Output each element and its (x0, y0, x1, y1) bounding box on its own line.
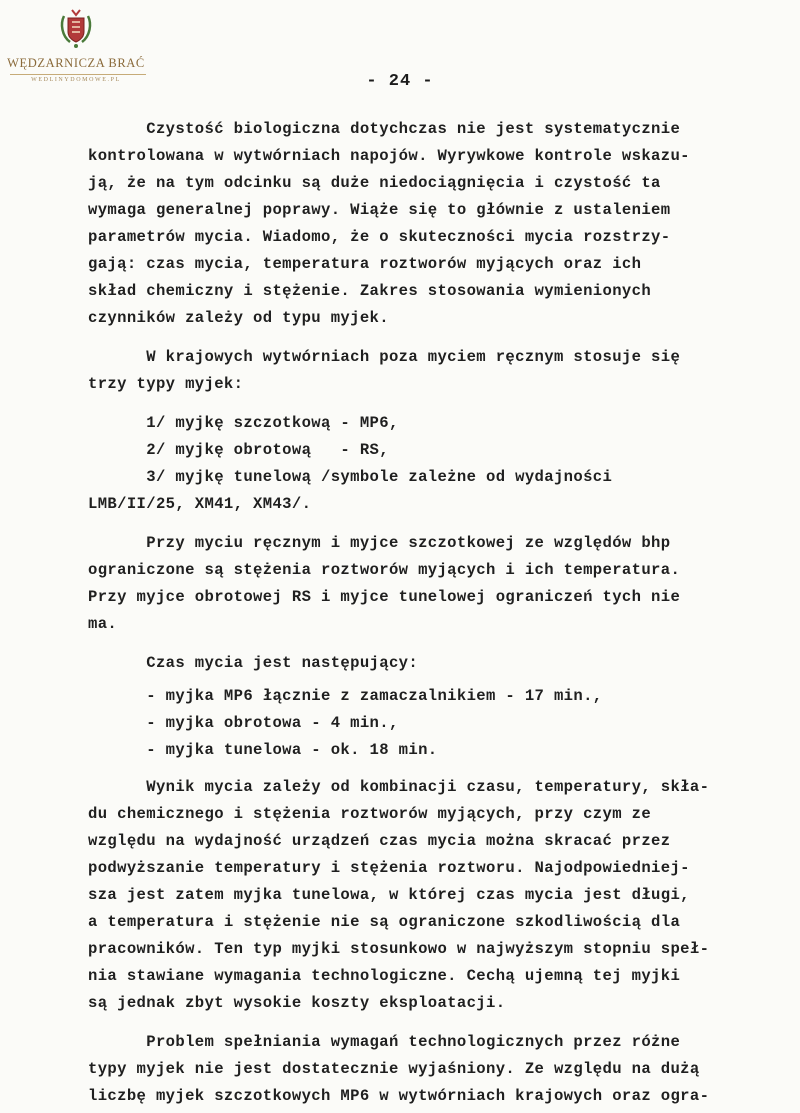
logo-url: WEDLINYDOMOWE.PL (31, 77, 121, 83)
logo-name: WĘDZARNICZA BRAĆ (7, 56, 145, 70)
list-item: 3/ myjkę tunelową /symbole zależne od wydajności (88, 468, 613, 486)
text-line: nia stawiane wymagania technologiczne. Cechą ujemną tej myjki (88, 967, 681, 985)
text-line: czynników zależy od typu myjek. (88, 309, 389, 327)
text-line: kontrolowana w wytwórniach napojów. Wyrywkowe kontrole wskazu- (88, 147, 690, 165)
document-body (88, 116, 788, 1110)
text-line: trzy typy myjek: (88, 375, 244, 393)
text-line: LMB/II/25, XM41, XM43/. (88, 495, 312, 513)
text-line: sza jest zatem myjka tunelowa, w której czas mycia jest długi, (88, 886, 690, 904)
text-line: wymaga generalnej poprawy. Wiąże się to głównie z ustaleniem (88, 201, 671, 219)
list-item: - myjka tunelowa - ok. 18 min. (88, 741, 438, 759)
text-line: Czystość biologiczna dotychczas nie jest systematycznie (88, 120, 681, 138)
page-number: - 24 - (366, 72, 434, 91)
list-item: - myjka MP6 łącznie z zamaczalnikiem - 17 min., (88, 687, 603, 705)
text-line: względu na wydajność urządzeń czas mycia można skracać przez (88, 832, 671, 850)
text-line: Czas mycia jest następujący: (88, 654, 419, 672)
text-line: Przy myjce obrotowej RS i myjce tunelowej ograniczeń tych nie (88, 588, 681, 606)
text-line: ma. (88, 615, 118, 633)
text-line: du chemicznego i stężenia roztworów myjących, przy czym ze (88, 805, 652, 823)
text-line: Przy myciu ręcznym i myjce szczotkowej ze względów bhp (88, 534, 671, 552)
text-line: skład chemiczny i stężenie. Zakres stosowania wymienionych (88, 282, 652, 300)
text-line: gają: czas mycia, temperatura roztworów myjących oraz ich (88, 255, 642, 273)
text-line: a temperatura i stężenie nie są ograniczone szkodliwością dla (88, 913, 681, 931)
text-line: ograniczone są stężenia roztworów myjących i ich temperatura. (88, 561, 681, 579)
text-line: Wynik mycia zależy od kombinacji czasu, temperatury, skła- (88, 778, 710, 796)
text-line: parametrów mycia. Wiadomo, że o skuteczności mycia rozstrzy- (88, 228, 671, 246)
text-line: są jednak zbyt wysokie koszty eksploatacji. (88, 994, 506, 1012)
text-line: W krajowych wytwórniach poza myciem ręcznym stosuje się (88, 348, 681, 366)
crest-icon (56, 6, 96, 50)
text-line: pracowników. Ten typ myjki stosunkowo w najwyższym stopniu speł- (88, 940, 710, 958)
text-line: typy myjek nie jest dostatecznie wyjaśniony. Ze względu na dużą (88, 1060, 700, 1078)
text-line: liczbę myjek szczotkowych MP6 w wytwórniach krajowych oraz ogra- (88, 1087, 710, 1105)
text-line: Problem spełniania wymagań technologicznych przez różne (88, 1033, 681, 1051)
text-line: ją, że na tym odcinku są duże niedociągnięcia i czystość ta (88, 174, 661, 192)
list-item: 2/ myjkę obrotową - RS, (88, 441, 389, 459)
list-item: 1/ myjkę szczotkową - MP6, (88, 414, 399, 432)
text-line: podwyższanie temperatury i stężenia roztworu. Najodpowiedniej- (88, 859, 690, 877)
list-item: - myjka obrotowa - 4 min., (88, 714, 399, 732)
